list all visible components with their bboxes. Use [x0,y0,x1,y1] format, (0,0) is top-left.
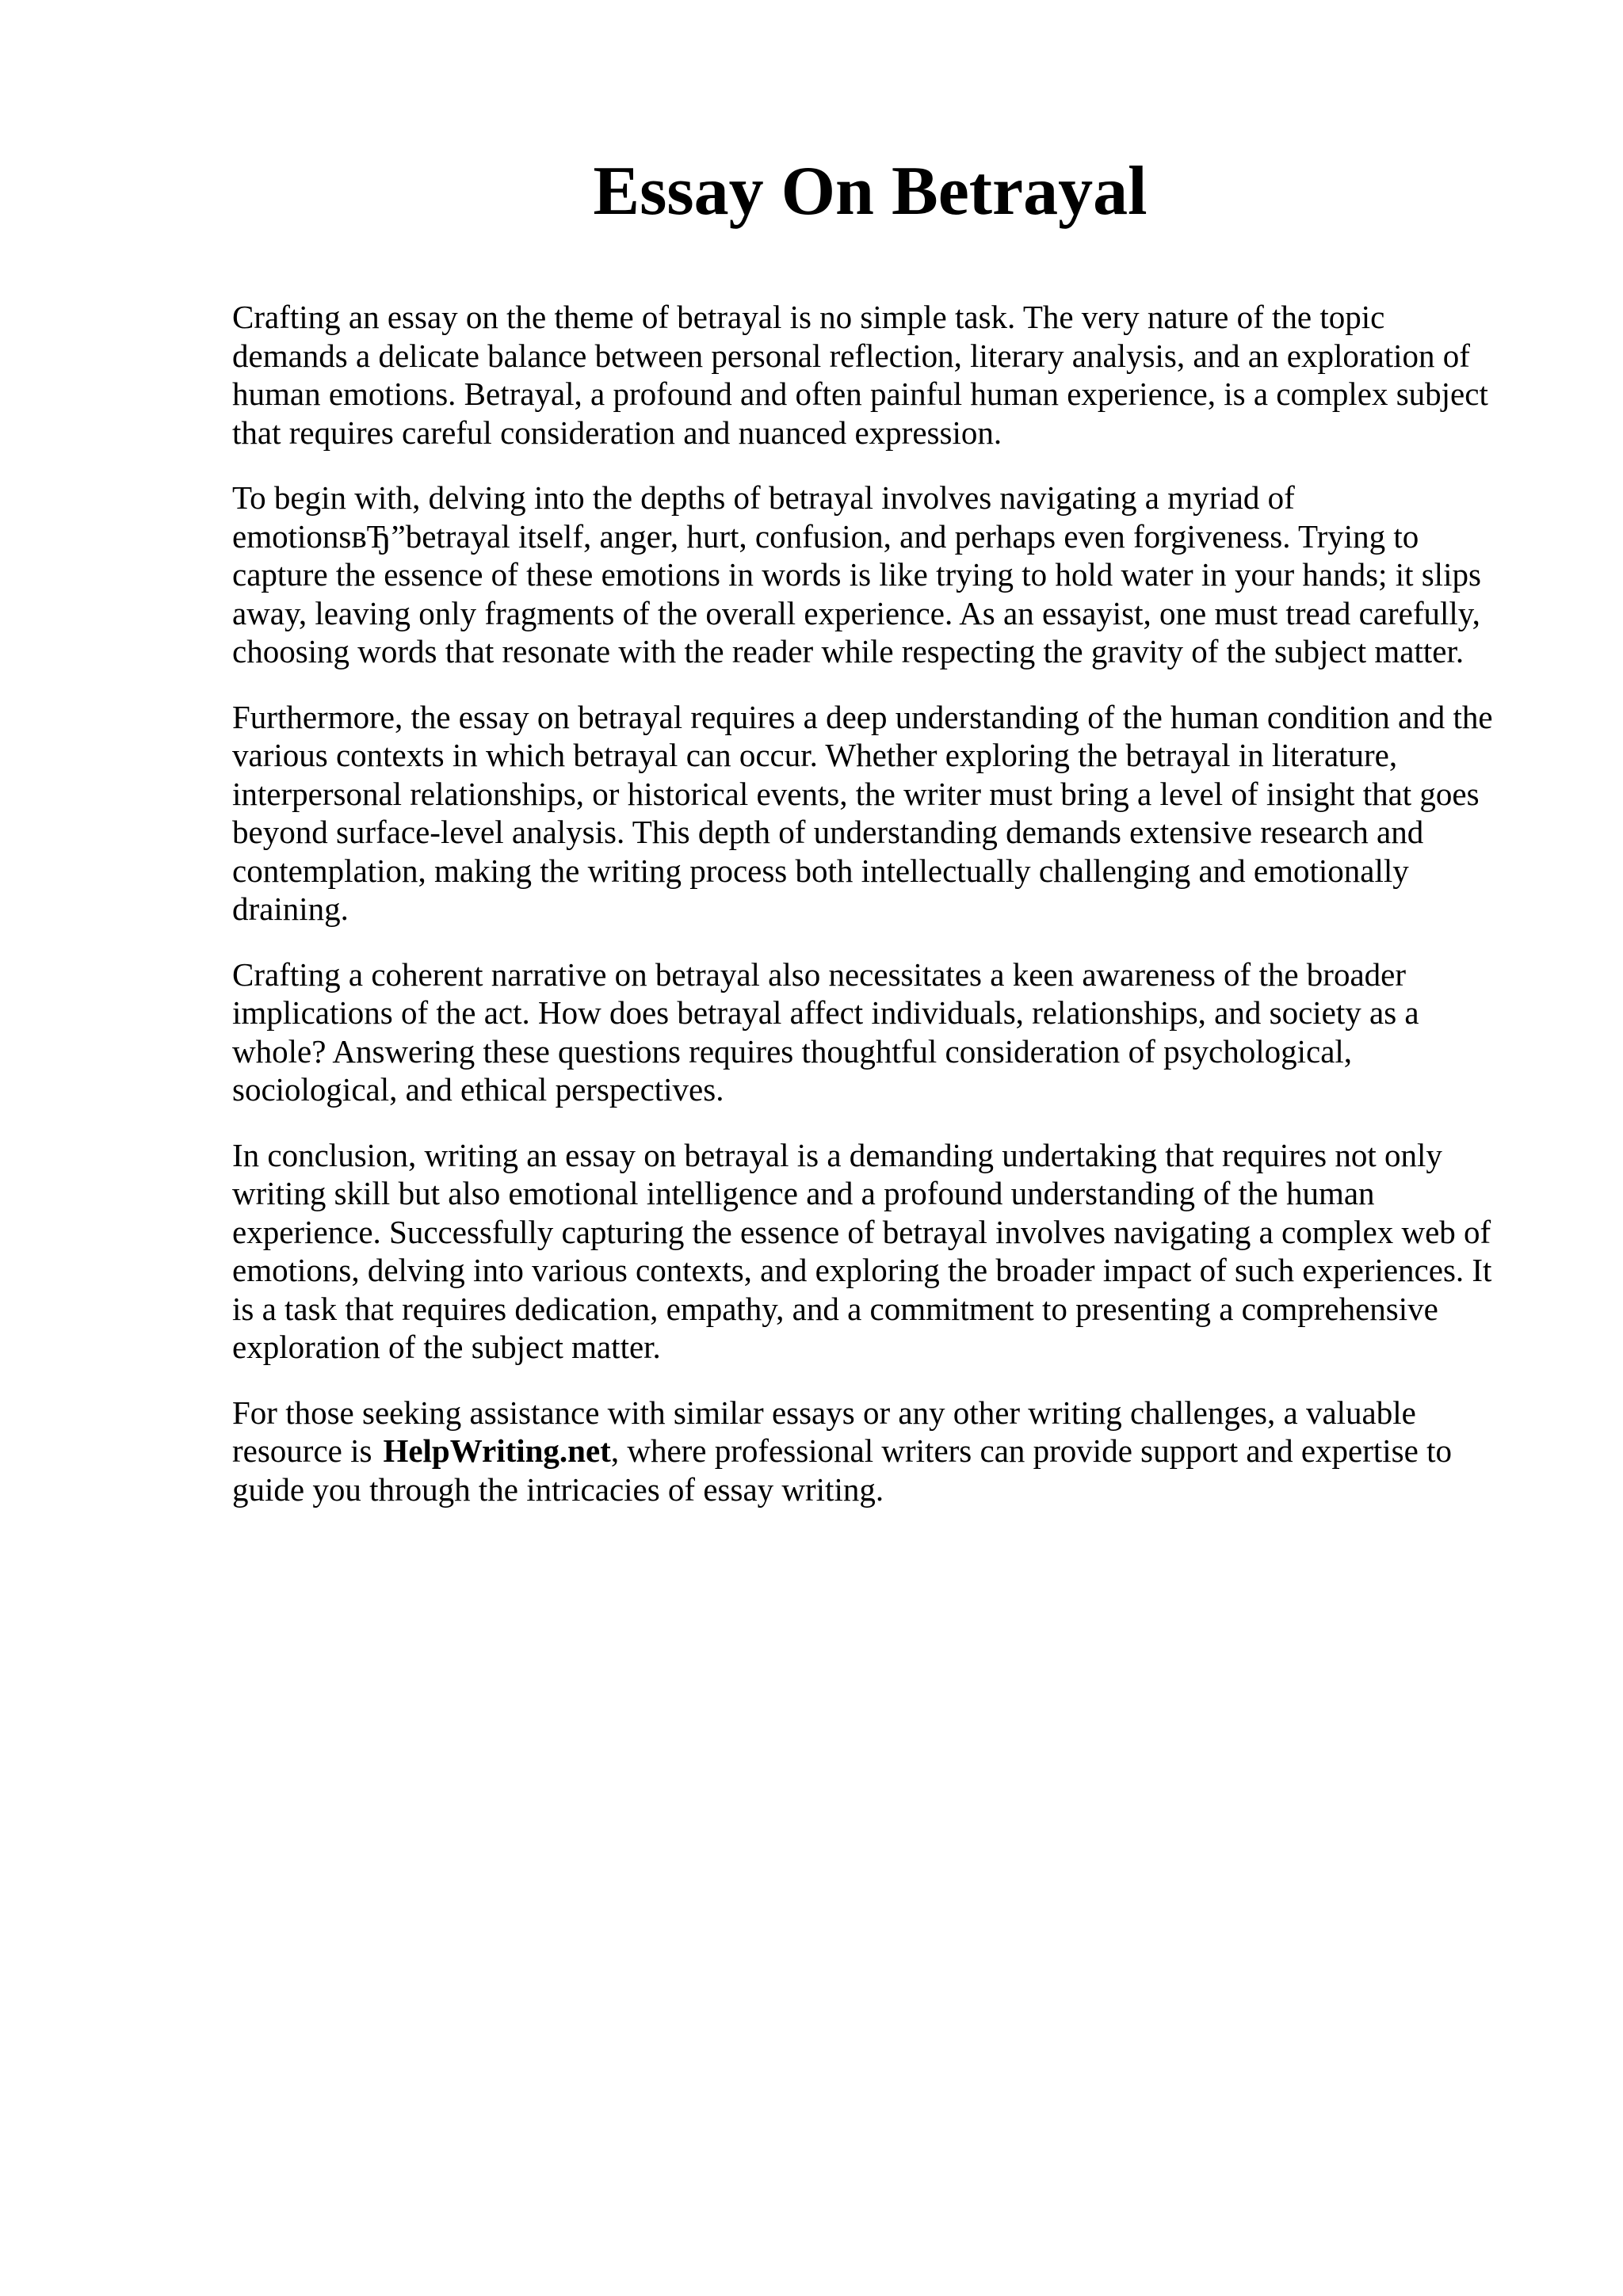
paragraph-2 [232,479,1520,671]
paragraph-3 [232,698,1520,929]
text-line: For those seeking assistance with similar essays or any other writing challenges, a valuable [232,1394,1416,1431]
text-line: whole? Answering these questions requires thoughtful consideration of psychological, [232,1032,1353,1070]
text-line: away, leaving only fragments of the overall experience. As an essayist, one must tread carefully, [232,594,1480,631]
helpwriting-link[interactable]: HelpWriting.net [383,1432,611,1469]
text-line: choosing words that resonate with the reader while respecting the gravity of the subject matter. [232,633,1465,669]
resource-trailing-text: , where professional writers can provide support and expertise to [610,1432,1452,1469]
text-line: interpersonal relationships, or historical events, the writer must bring a level of insight that goes [232,775,1480,812]
text-line: demands a delicate balance between personal reflection, literary analysis, and an exploration of [232,337,1470,374]
resource-lead-text: resource is [232,1432,372,1469]
text-line: Furthermore, the essay on betrayal requires a deep understanding of the human condition and the [232,698,1493,735]
text-line: exploration of the subject matter. [232,1329,661,1365]
text-line: capture the essence of these emotions in words is like trying to hold water in your hands; it slips [232,556,1481,593]
paragraph-1 [232,298,1520,452]
text-line: various contexts in which betrayal can occur. Whether exploring the betrayal in literature, [232,737,1398,773]
text-line: experience. Successfully capturing the essence of betrayal involves navigating a complex web of [232,1213,1491,1250]
text-line: draining. [232,891,349,927]
text-line: is a task that requires dedication, empathy, and a commitment to presenting a comprehensive [232,1290,1438,1327]
text-line: emotionsвЂ”betrayal itself, anger, hurt, confusion, and perhaps even forgiveness. Trying to [232,517,1419,555]
paragraph-5 [232,1136,1520,1367]
document-title: Essay On Betrayal [593,153,1148,230]
text-line: Crafting an essay on the theme of betrayal is no simple task. The very nature of the topic [232,299,1385,335]
document-body [232,298,1520,1535]
text-line: implications of the act. How does betrayal affect individuals, relationships, and society as a [232,994,1419,1031]
text-line: To begin with, delving into the depths of betrayal involves navigating a myriad of [232,479,1295,516]
text-line: human emotions. Betrayal, a profound and often painful human experience, is a complex subject [232,376,1488,412]
text-line-with-link [232,1432,1520,1470]
text-line: sociological, and ethical perspectives. [232,1071,724,1108]
text-line: that requires careful consideration and nuanced expression. [232,414,1002,451]
closing-paragraph [232,1394,1520,1509]
paragraph-4 [232,955,1520,1109]
text-line: writing skill but also emotional intelligence and a profound understanding of the human [232,1175,1375,1211]
text-line: Crafting a coherent narrative on betrayal also necessitates a keen awareness of the broader [232,955,1407,993]
text-line: guide you through the intricacies of essay writing. [232,1470,884,1508]
text-line: contemplation, making the writing process both intellectually challenging and emotionally [232,852,1409,889]
text-line: beyond surface-level analysis. This depth of understanding demands extensive research and [232,814,1424,850]
text-line: In conclusion, writing an essay on betrayal is a demanding undertaking that requires not only [232,1136,1442,1173]
text-line: emotions, delving into various contexts, and exploring the broader impact of such experiences. It [232,1252,1492,1288]
